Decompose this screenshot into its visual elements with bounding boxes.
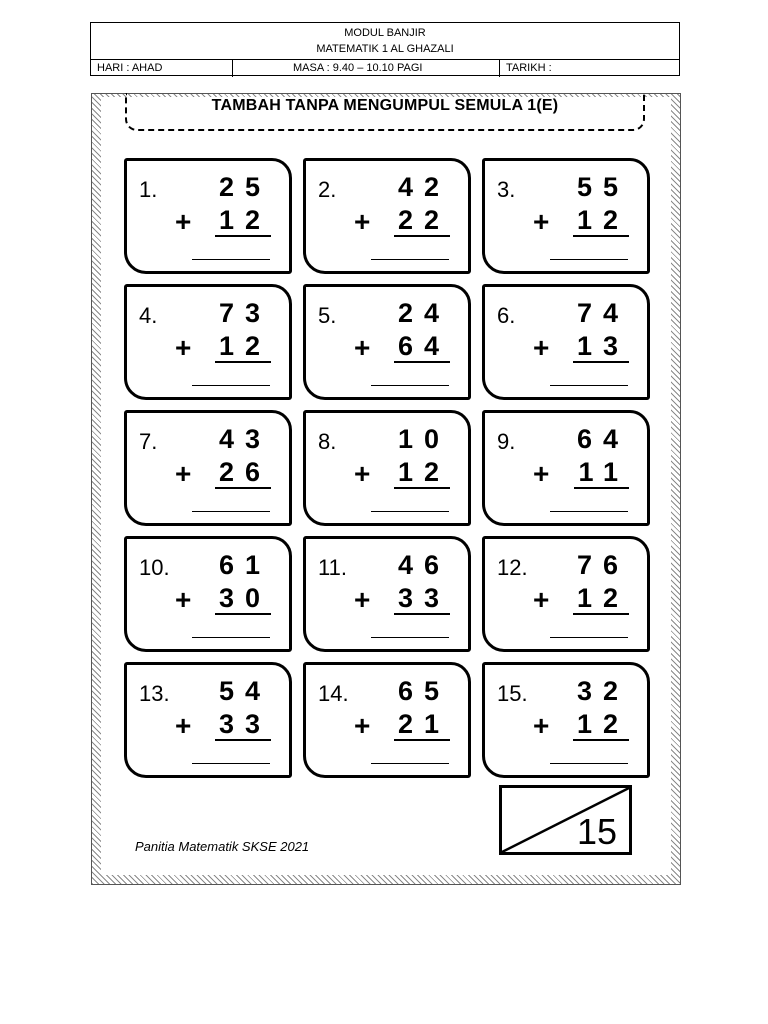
second-addend: 21	[394, 709, 450, 741]
plus-sign: +	[533, 458, 550, 489]
second-addend: 33	[215, 709, 271, 741]
title-banner	[125, 93, 645, 131]
problem-number: 4.	[139, 303, 158, 328]
class-title: MATEMATIK 1 AL GHAZALI	[316, 43, 454, 55]
answer-line[interactable]	[550, 511, 628, 512]
first-addend: 73	[218, 298, 271, 328]
first-addend: 32	[576, 676, 629, 706]
answer-line[interactable]	[550, 259, 628, 260]
worksheet-title: TAMBAH TANPA MENGUMPUL SEMULA 1(E)	[211, 97, 559, 114]
answer-line[interactable]	[371, 511, 449, 512]
problem-card	[303, 410, 471, 526]
second-addend: 33	[394, 583, 450, 615]
first-addend: 65	[397, 676, 450, 706]
problem-number: 15.	[497, 681, 528, 706]
first-addend: 54	[218, 676, 271, 706]
first-addend: 42	[397, 172, 450, 202]
second-addend: 13	[573, 331, 629, 363]
first-addend: 46	[397, 550, 450, 580]
second-addend: 30	[215, 583, 271, 615]
problem-number: 13.	[139, 681, 170, 706]
plus-sign: +	[354, 458, 371, 489]
problem-card	[124, 536, 292, 652]
problem-number: 7.	[139, 429, 158, 454]
answer-line[interactable]	[192, 763, 270, 764]
score-box[interactable]	[499, 785, 632, 855]
answer-line[interactable]	[192, 385, 270, 386]
answer-line[interactable]	[192, 259, 270, 260]
header-table	[90, 22, 680, 76]
plus-sign: +	[175, 332, 192, 363]
problem-number: 2.	[318, 177, 337, 202]
answer-line[interactable]	[371, 763, 449, 764]
first-addend: 61	[218, 550, 271, 580]
problem-card	[482, 536, 650, 652]
plus-sign: +	[533, 584, 550, 615]
second-addend: 22	[394, 205, 450, 237]
second-addend: 12	[394, 457, 450, 489]
problem-number: 3.	[497, 177, 516, 202]
problem-card	[124, 662, 292, 778]
second-addend: 12	[215, 205, 271, 237]
first-addend: 10	[397, 424, 450, 454]
plus-sign: +	[533, 710, 550, 741]
problem-number: 14.	[318, 681, 349, 706]
header-title-cell	[91, 23, 679, 59]
first-addend: 64	[576, 424, 629, 454]
answer-line[interactable]	[192, 511, 270, 512]
second-addend: 12	[573, 205, 629, 237]
problem-number: 12.	[497, 555, 528, 580]
module-title: MODUL BANJIR	[344, 27, 426, 39]
first-addend: 76	[576, 550, 629, 580]
date-field: TARIKH :	[506, 62, 552, 74]
problem-card	[124, 158, 292, 274]
answer-line[interactable]	[550, 385, 628, 386]
problem-number: 6.	[497, 303, 516, 328]
plus-sign: +	[175, 584, 192, 615]
problem-card	[303, 536, 471, 652]
answer-line[interactable]	[192, 637, 270, 638]
problem-card	[482, 284, 650, 400]
problem-number: 5.	[318, 303, 337, 328]
second-addend: 26	[215, 457, 271, 489]
problem-number: 11.	[318, 555, 347, 580]
answer-line[interactable]	[371, 385, 449, 386]
first-addend: 55	[576, 172, 629, 202]
answer-line[interactable]	[371, 259, 449, 260]
plus-sign: +	[354, 332, 371, 363]
problem-card	[124, 284, 292, 400]
day-field: HARI : AHAD	[91, 60, 233, 77]
answer-line[interactable]	[371, 637, 449, 638]
answer-line[interactable]	[550, 763, 628, 764]
second-addend: 12	[573, 583, 629, 615]
problem-card	[482, 158, 650, 274]
first-addend: 43	[218, 424, 271, 454]
second-addend: 12	[573, 709, 629, 741]
problem-number: 8.	[318, 429, 337, 454]
worksheet-area	[101, 97, 671, 875]
problem-card	[124, 410, 292, 526]
answer-line[interactable]	[550, 637, 628, 638]
problem-card	[303, 158, 471, 274]
plus-sign: +	[533, 332, 550, 363]
problem-card	[482, 662, 650, 778]
time-field: MASA : 9.40 – 10.10 PAGI	[233, 60, 500, 77]
first-addend: 25	[218, 172, 271, 202]
score-total: 15	[576, 811, 617, 852]
second-addend: 64	[394, 331, 450, 363]
plus-sign: +	[354, 710, 371, 741]
problem-card	[303, 284, 471, 400]
plus-sign: +	[533, 206, 550, 237]
first-addend: 24	[397, 298, 450, 328]
problem-number: 10.	[139, 555, 170, 580]
problem-card	[303, 662, 471, 778]
worksheet-frame	[91, 93, 681, 885]
footer-credit: Panitia Matematik SKSE 2021	[135, 839, 310, 854]
problem-card	[482, 410, 650, 526]
plus-sign: +	[175, 458, 192, 489]
problem-number: 1.	[139, 177, 158, 202]
header-info-row	[91, 59, 679, 77]
first-addend: 74	[576, 298, 629, 328]
problem-number: 9.	[497, 429, 516, 454]
plus-sign: +	[354, 584, 371, 615]
plus-sign: +	[354, 206, 371, 237]
second-addend: 11	[574, 457, 629, 489]
second-addend: 12	[215, 331, 271, 363]
plus-sign: +	[175, 710, 192, 741]
plus-sign: +	[175, 206, 192, 237]
